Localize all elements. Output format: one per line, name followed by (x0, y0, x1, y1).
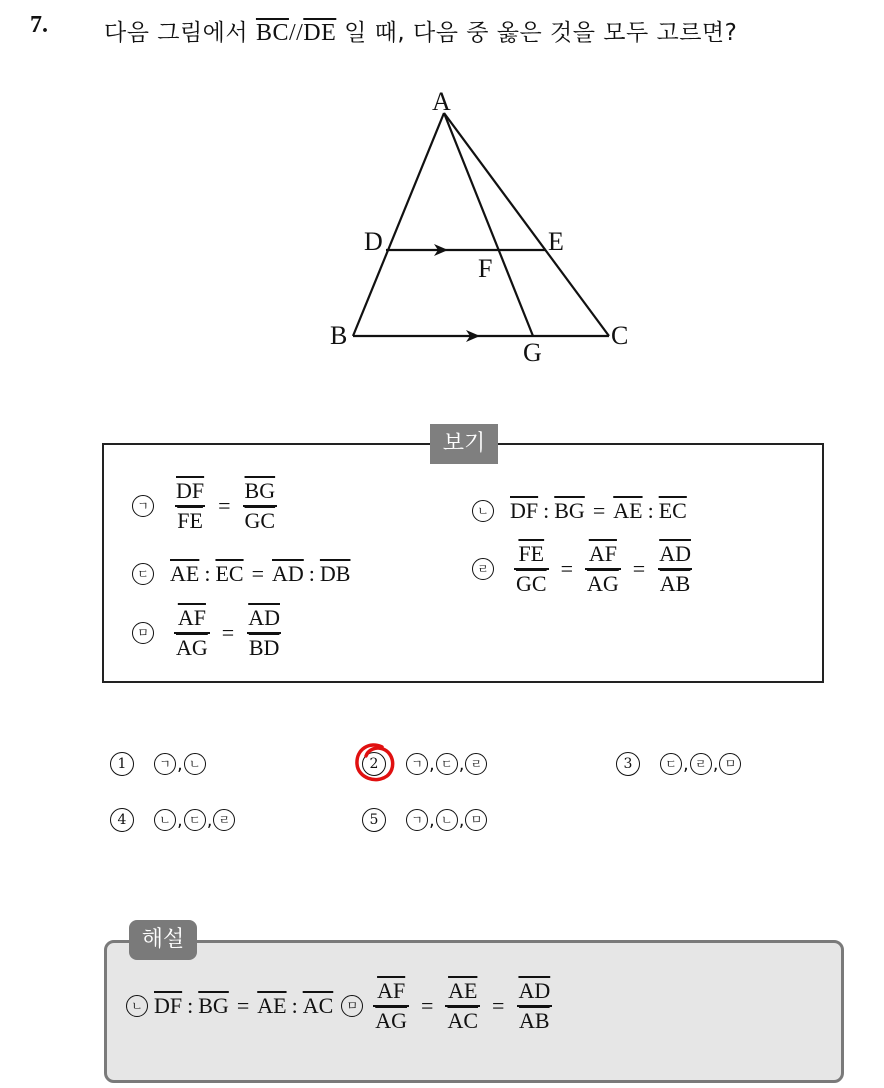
label-d: D (364, 227, 383, 256)
segment: $\overline{DB}$ (319, 561, 351, 586)
segment: $\overline{BG}$ (554, 498, 585, 523)
comma: , (206, 809, 213, 831)
option-marker: ㄷ (660, 753, 682, 775)
option-marker: ㄱ (154, 753, 176, 775)
choice-number: 5 (362, 808, 386, 832)
comma: , (177, 753, 183, 775)
explanation-title: 해설 (129, 920, 197, 960)
colon: : (543, 498, 550, 523)
equals-sign: = (560, 556, 573, 581)
colon: : (187, 993, 194, 1018)
fraction (585, 541, 621, 597)
denominator: GC (514, 568, 549, 597)
segment: $\overline{AD}$ (272, 561, 304, 586)
segment-de: $\overline{DE}$ (303, 20, 337, 46)
segment: $\overline{EC}$ (658, 498, 687, 523)
fraction (516, 978, 552, 1034)
segment: $\overline{AC}$ (302, 993, 334, 1018)
segment: $\overline{AE}$ (257, 993, 287, 1018)
segment: $\overline{DF}$ (510, 498, 539, 523)
parallel-symbol: // (288, 20, 304, 46)
marker-rieul: ㄹ (472, 558, 494, 580)
numerator: $\overline{AD}$ (659, 541, 691, 566)
option-marker: ㄹ (213, 809, 235, 831)
choice-number: 2 (362, 752, 386, 776)
colon: : (647, 498, 654, 523)
colon: : (204, 561, 211, 586)
label-e: E (548, 227, 564, 256)
denominator: GC (243, 505, 278, 534)
segment-ab (353, 113, 444, 336)
segment: $\overline{EC}$ (215, 561, 244, 586)
comma: , (458, 753, 465, 775)
option-marker: ㄷ (436, 753, 458, 775)
segment-ag (444, 113, 533, 336)
denominator: AC (445, 1005, 480, 1034)
question-text-before: 다음 그림에서 (104, 20, 249, 46)
label-f: F (478, 254, 493, 283)
numerator: $\overline{AD}$ (248, 605, 280, 630)
bogi-item-4 (472, 541, 697, 597)
bogi-title: 보기 (430, 424, 498, 464)
comma: , (683, 753, 689, 775)
answer-choice-5[interactable] (362, 808, 487, 832)
comma: , (429, 753, 435, 775)
equals-sign: = (632, 556, 646, 581)
option-marker: ㄴ (184, 753, 206, 775)
fraction (246, 605, 282, 661)
fraction (174, 478, 206, 534)
equals-sign: = (251, 561, 264, 586)
option-marker: ㄱ (406, 809, 428, 831)
segment: $\overline{BG}$ (198, 993, 229, 1018)
option-marker: ㄴ (154, 809, 176, 831)
marker-giyeok: ㄱ (132, 495, 154, 517)
numerator: $\overline{AF}$ (588, 541, 617, 566)
fraction (514, 541, 549, 597)
comma: , (429, 809, 435, 831)
numerator: $\overline{AF}$ (177, 605, 206, 630)
denominator: AG (373, 1005, 409, 1034)
denominator: FE (175, 505, 205, 534)
fraction (243, 478, 278, 534)
answer-choice-3[interactable] (616, 752, 741, 776)
choice-number: 4 (110, 808, 134, 832)
option-marker: ㅁ (465, 809, 487, 831)
fraction (174, 605, 210, 661)
denominator: AG (585, 568, 621, 597)
denominator: AB (517, 1005, 552, 1034)
denominator: BD (247, 632, 282, 661)
numerator: $\overline{BG}$ (244, 478, 276, 503)
triangle-figure (320, 88, 640, 368)
colon: : (291, 993, 298, 1018)
label-b: B (330, 321, 348, 350)
answer-choice-1[interactable] (110, 752, 206, 776)
bogi-item-5 (132, 605, 286, 661)
numerator: $\overline{FE}$ (518, 541, 545, 566)
marker-mieum: ㅁ (341, 995, 363, 1017)
comma: , (458, 809, 465, 831)
segment-bc: $\overline{BC}$ (255, 20, 289, 46)
explanation-content (126, 978, 556, 1034)
denominator: AG (174, 632, 210, 661)
option-marker: ㄱ (406, 753, 428, 775)
label-c: C (611, 321, 629, 350)
equals-sign: = (236, 993, 250, 1018)
fraction (445, 978, 480, 1034)
label-a: A (432, 88, 451, 116)
option-marker: ㄹ (465, 753, 487, 775)
label-g: G (523, 338, 542, 367)
comma: , (712, 753, 719, 775)
marker-nieun: ㄴ (472, 500, 494, 522)
fraction (657, 541, 693, 597)
marker-nieun: ㄴ (126, 995, 148, 1017)
answer-mark-circle (352, 740, 398, 786)
equals-sign: = (592, 498, 606, 523)
denominator: AB (658, 568, 693, 597)
comma: , (177, 809, 183, 831)
equals-sign: = (492, 993, 505, 1018)
segment: $\overline{AE}$ (170, 561, 200, 586)
choice-number: 1 (110, 752, 134, 776)
numerator: $\overline{AD}$ (518, 978, 551, 1003)
question-text (104, 14, 737, 47)
segment-ac (444, 113, 609, 336)
bogi-item-1 (132, 478, 281, 534)
equals-sign: = (218, 493, 231, 518)
bogi-item-2 (472, 498, 687, 524)
colon: : (308, 561, 315, 586)
equals-sign: = (221, 620, 235, 645)
fraction (373, 978, 409, 1034)
numerator: $\overline{AE}$ (448, 978, 478, 1003)
numerator: $\overline{AF}$ (377, 978, 406, 1003)
question-number: 7. (30, 12, 48, 38)
segment: $\overline{AE}$ (613, 498, 643, 523)
question-text-after: 일 때, 다음 중 옳은 것을 모두 고르면? (344, 20, 738, 46)
choice-number: 3 (616, 752, 640, 776)
marker-digeut: ㄷ (132, 563, 154, 585)
segment: $\overline{DF}$ (154, 993, 183, 1018)
marker-mieum: ㅁ (132, 622, 154, 644)
option-marker: ㄴ (436, 809, 458, 831)
option-marker: ㅁ (719, 753, 741, 775)
answer-choice-4[interactable] (110, 808, 235, 832)
option-marker: ㄷ (184, 809, 206, 831)
option-marker: ㄹ (690, 753, 712, 775)
numerator: $\overline{DF}$ (176, 478, 205, 503)
bogi-item-3 (132, 561, 350, 587)
equals-sign: = (421, 993, 434, 1018)
